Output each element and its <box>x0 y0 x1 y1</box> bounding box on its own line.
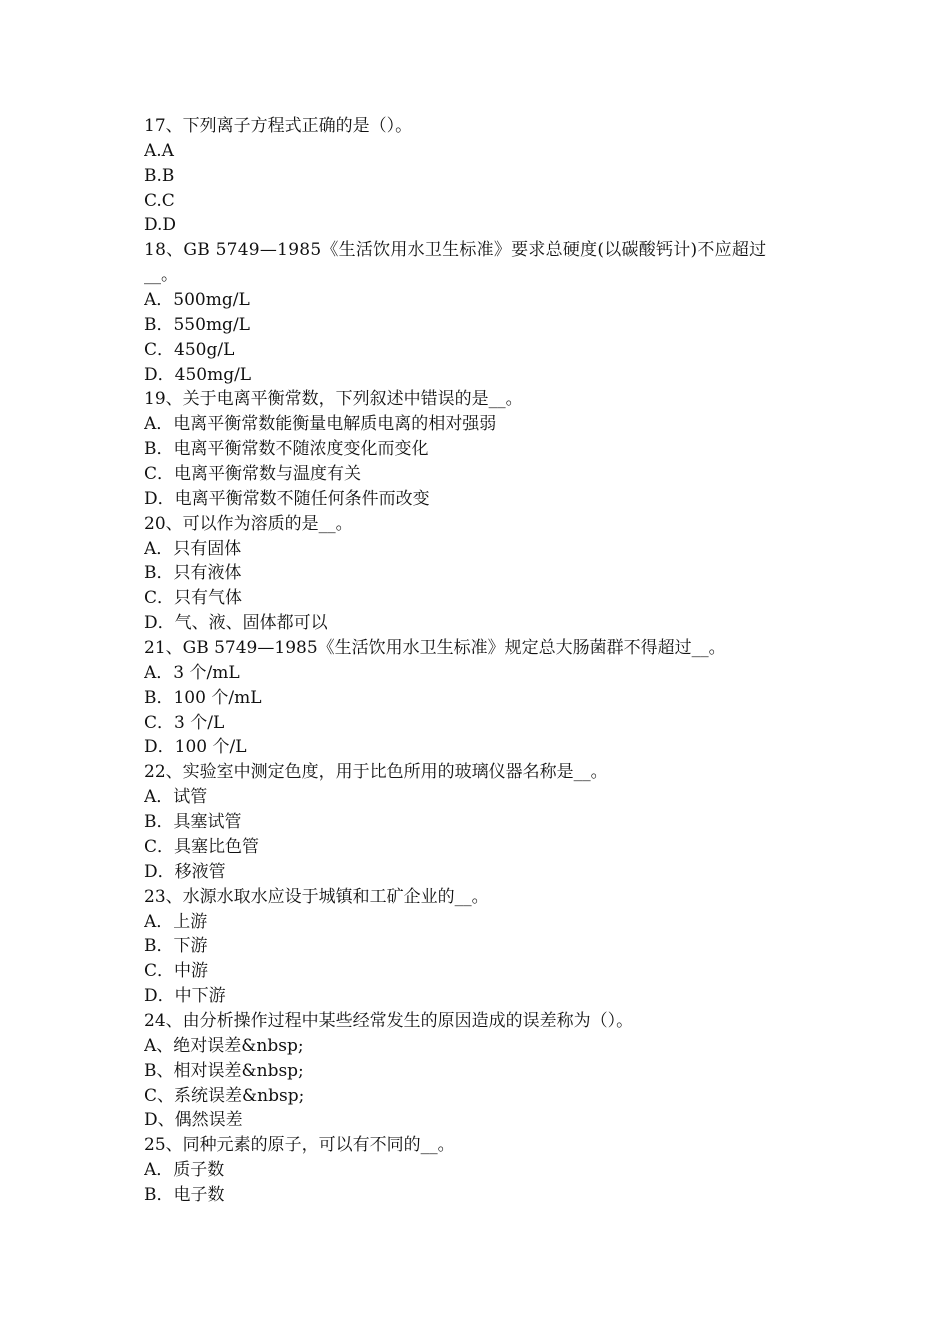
option-17-c: C.C <box>144 190 175 211</box>
option-18-b: B．550mg/L <box>144 314 250 335</box>
question-18: 18、GB 5749—1985《生活饮用水卫生标准》要求总硬度(以碳酸钙计)不应超过 <box>144 240 767 261</box>
option-17-a: A.A <box>144 140 174 161</box>
option-23-c: C．中游 <box>144 961 209 982</box>
question-18-continuation: __。 <box>144 265 178 286</box>
option-19-a: A．电离平衡常数能衡量电解质电离的相对强弱 <box>144 414 497 435</box>
option-19-b: B．电离平衡常数不随浓度变化而变化 <box>144 439 429 460</box>
question-25: 25、同种元素的原子，可以有不同的__。 <box>144 1135 455 1156</box>
option-21-c: C．3 个/L <box>144 712 225 733</box>
option-24-d: D、偶然误差 <box>144 1110 243 1131</box>
question-23: 23、水源水取水应设于城镇和工矿企业的__。 <box>144 886 489 907</box>
option-22-c: C．具塞比色管 <box>144 836 260 857</box>
option-24-a: A、绝对误差&nbsp; <box>144 1035 304 1056</box>
question-24: 24、由分析操作过程中某些经常发生的原因造成的误差称为（）。 <box>144 1010 634 1031</box>
option-22-b: B．具塞试管 <box>144 812 242 833</box>
option-25-b: B．电子数 <box>144 1184 225 1205</box>
option-19-d: D．电离平衡常数不随任何条件而改变 <box>144 488 430 509</box>
option-20-c: C．只有气体 <box>144 588 243 609</box>
option-20-b: B．只有液体 <box>144 563 242 584</box>
question-21: 21、GB 5749—1985《生活饮用水卫生标准》规定总大肠菌群不得超过__。 <box>144 638 726 659</box>
option-24-c: C、系统误差&nbsp; <box>144 1085 305 1106</box>
option-22-d: D．移液管 <box>144 861 226 882</box>
option-17-b: B.B <box>144 165 175 186</box>
question-19: 19、关于电离平衡常数，下列叙述中错误的是__。 <box>144 389 523 410</box>
option-24-b: B、相对误差&nbsp; <box>144 1060 304 1081</box>
question-list <box>144 114 824 1208</box>
option-18-c: C．450g/L <box>144 339 235 360</box>
option-23-a: A．上游 <box>144 911 208 932</box>
option-20-d: D．气、液、固体都可以 <box>144 613 328 634</box>
option-22-a: A．试管 <box>144 787 208 808</box>
option-21-a: A．3 个/mL <box>144 662 240 683</box>
option-23-d: D．中下游 <box>144 986 226 1007</box>
question-20: 20、可以作为溶质的是__。 <box>144 513 353 534</box>
option-18-a: A．500mg/L <box>144 290 250 311</box>
option-17-d: D.D <box>144 215 177 236</box>
option-18-d: D．450mg/L <box>144 364 252 385</box>
option-19-c: C．电离平衡常数与温度有关 <box>144 464 362 485</box>
option-20-a: A．只有固体 <box>144 538 242 559</box>
option-21-d: D．100 个/L <box>144 737 247 758</box>
question-17: 17、下列离子方程式正确的是（）。 <box>144 116 413 136</box>
option-23-b: B．下游 <box>144 936 208 957</box>
option-21-b: B．100 个/mL <box>144 687 262 708</box>
option-25-a: A．质子数 <box>144 1160 225 1181</box>
question-22: 22、实验室中测定色度，用于比色所用的玻璃仪器名称是__。 <box>144 762 608 783</box>
